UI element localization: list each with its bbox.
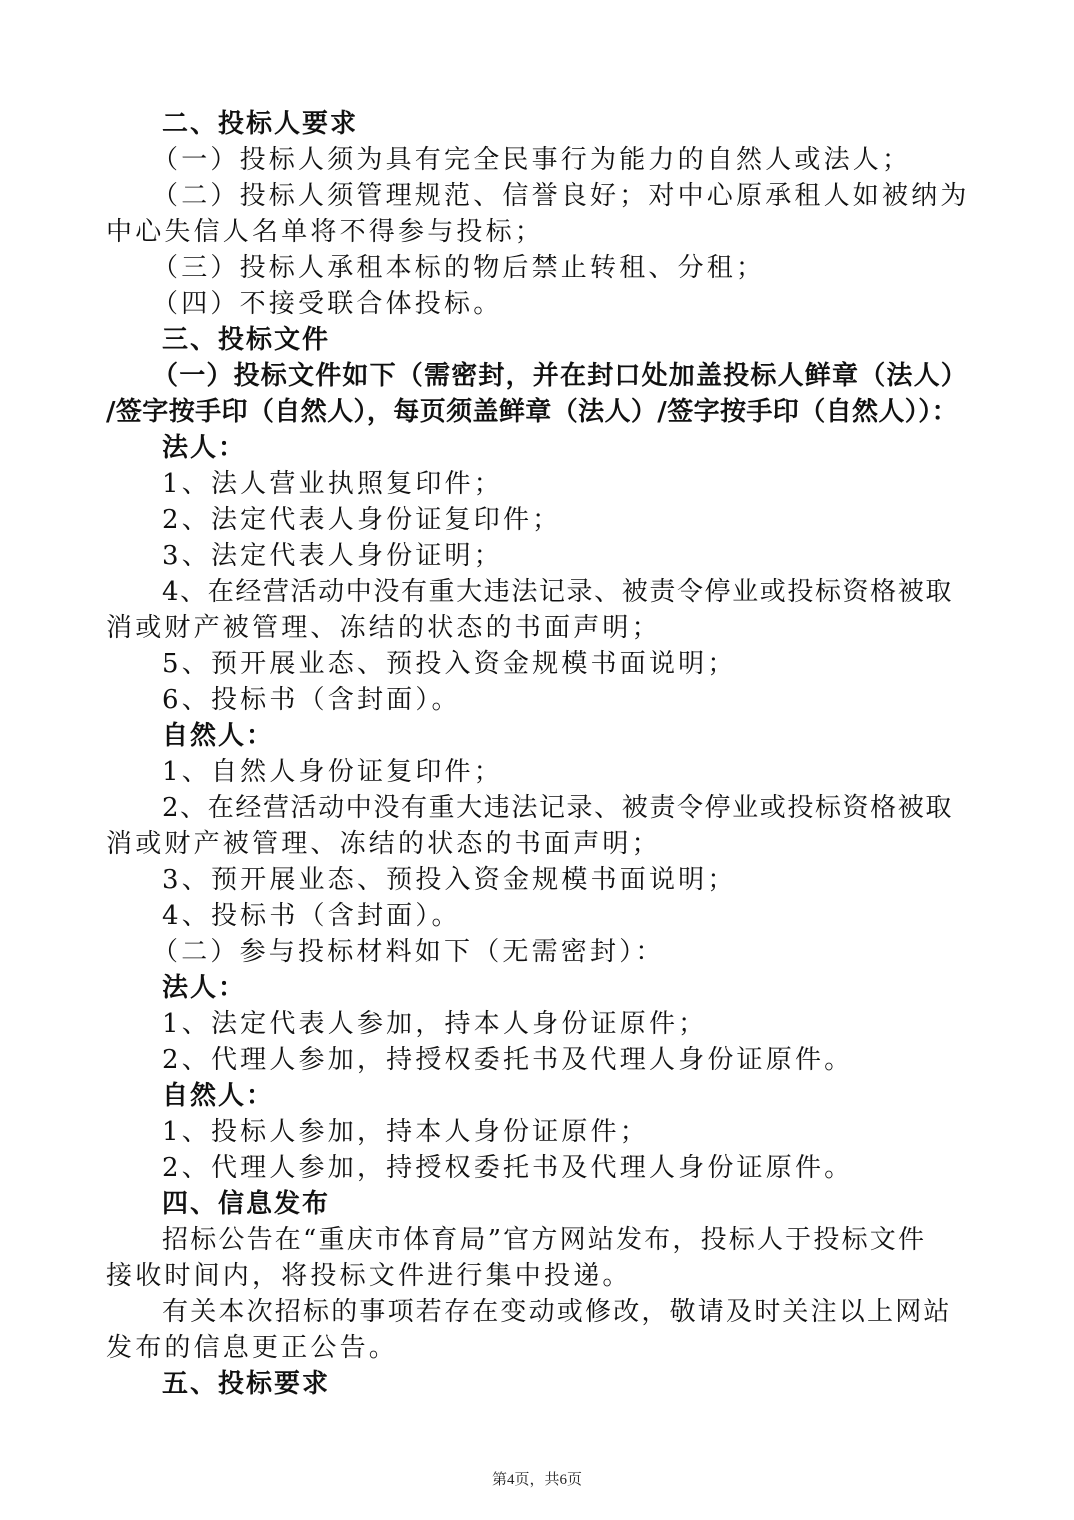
paragraph-line: 接收时间内，将投标文件进行集中投递。 <box>106 1261 632 1291</box>
subheading-natural-person: 自然人： <box>162 1081 275 1111</box>
section-heading-bid-documents: 三、投标文件 <box>162 325 331 355</box>
list-item: 1、自然人身份证复印件； <box>162 757 503 787</box>
paragraph-line: 消或财产被管理、冻结的状态的书面声明； <box>106 613 661 643</box>
paragraph-line-bold: （一）投标文件如下（需密封，并在封口处加盖投标人鲜章（法人） <box>152 361 969 391</box>
list-item: 4、在经营活动中没有重大违法记录、被责令停业或投标资格被取 <box>162 577 953 607</box>
paragraph-line: （四）不接受联合体投标。 <box>152 289 503 319</box>
section-heading-bidder-requirements: 二、投标人要求 <box>162 109 359 139</box>
paragraph-line: （一）投标人须为具有完全民事行为能力的自然人或法人； <box>152 145 912 175</box>
section-heading-info-release: 四、信息发布 <box>162 1189 331 1219</box>
paragraph-line-bold: /签字按手印（自然人），每页须盖鲜章（法人）/签字按手印（自然人））： <box>106 397 958 427</box>
list-item: 3、预开展业态、预投入资金规模书面说明； <box>162 865 737 895</box>
list-item: 2、在经营活动中没有重大违法记录、被责令停业或投标资格被取 <box>162 793 953 823</box>
paragraph-line: （二）参与投标材料如下（无需密封）： <box>152 937 665 967</box>
paragraph-line: 招标公告在“重庆市体育局”官方网站发布，投标人于投标文件 <box>162 1225 927 1255</box>
paragraph-line: 发布的信息更正公告。 <box>106 1333 399 1363</box>
subheading-legal-person: 法人： <box>162 433 247 463</box>
paragraph-line: （三）投标人承租本标的物后禁止转租、分租； <box>152 253 766 283</box>
list-item: 2、代理人参加，持授权委托书及代理人身份证原件。 <box>162 1045 854 1075</box>
page-number-footer: 第4页，共6页 <box>491 1472 582 1488</box>
list-item: 3、法定代表人身份证明； <box>162 541 503 571</box>
list-item: 1、投标人参加，持本人身份证原件； <box>162 1117 649 1147</box>
list-item: 1、法定代表人参加，持本人身份证原件； <box>162 1009 708 1039</box>
section-heading-bid-requirements: 五、投标要求 <box>162 1369 331 1399</box>
paragraph-line: （二）投标人须管理规范、信誉良好；对中心原承租人如被纳为 <box>152 181 970 211</box>
list-item: 4、投标书（含封面）。 <box>162 901 461 931</box>
subheading-natural-person: 自然人： <box>162 721 275 751</box>
list-item: 5、预开展业态、预投入资金规模书面说明； <box>162 649 737 679</box>
list-item: 2、法定代表人身份证复印件； <box>162 505 562 535</box>
subheading-legal-person: 法人： <box>162 973 247 1003</box>
list-item: 6、投标书（含封面）。 <box>162 685 461 715</box>
list-item: 2、代理人参加，持授权委托书及代理人身份证原件。 <box>162 1153 854 1183</box>
paragraph-line: 中心失信人名单将不得参与投标； <box>106 217 545 247</box>
list-item: 1、法人营业执照复印件； <box>162 469 503 499</box>
paragraph-line: 有关本次招标的事项若存在变动或修改，敬请及时关注以上网站 <box>162 1297 952 1327</box>
paragraph-line: 消或财产被管理、冻结的状态的书面声明； <box>106 829 661 859</box>
